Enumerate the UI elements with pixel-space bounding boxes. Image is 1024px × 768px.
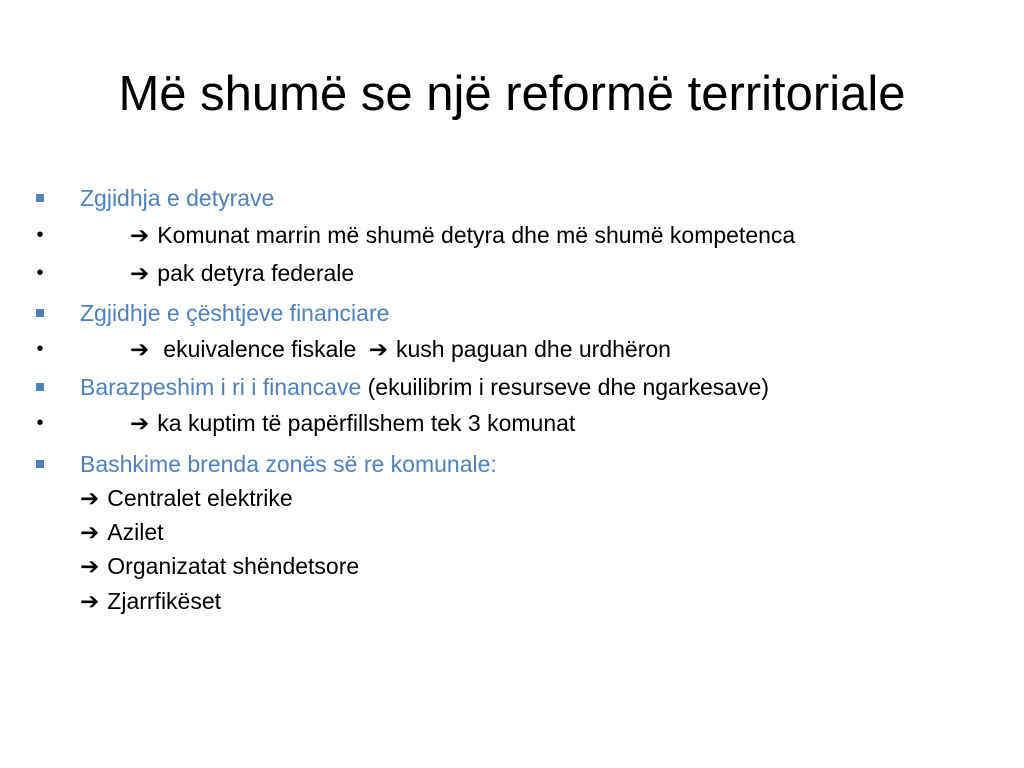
square-bullet-icon xyxy=(30,182,50,214)
arrow-right-icon: ➔ xyxy=(80,588,100,614)
heading-text: Bashkime brenda zonës së re komunale: xyxy=(80,451,497,477)
item-text: ekuivalence fiskale xyxy=(163,336,357,362)
heading-text: Zgjidhja e detyrave xyxy=(80,185,275,211)
slide-title: Më shumë se një reformë territoriale xyxy=(118,67,906,121)
dot-bullet-icon: • xyxy=(36,224,44,246)
heading-text: Zgjidhje e çështjeve financiare xyxy=(80,300,390,326)
item-text: (ekuilibrim i resurseve dhe ngarkesave) xyxy=(361,374,770,400)
arrow-right-icon: ➔ xyxy=(130,410,150,436)
arrow-right-icon: ➔ xyxy=(80,519,100,545)
arrow-right-icon: ➔ xyxy=(130,260,150,286)
item-text: ka kuptim të papërfillshem tek 3 komunat xyxy=(157,410,576,436)
square-bullet-icon xyxy=(30,297,50,329)
arrow-right-icon: ➔ xyxy=(130,336,150,362)
arrow-right-icon: ➔ xyxy=(80,553,100,579)
item-text: pak detyra federale xyxy=(157,260,355,286)
dot-bullet-icon: • xyxy=(36,262,44,284)
dot-bullet-icon: • xyxy=(36,412,44,434)
item-text: Zjarrfikëset xyxy=(107,588,222,614)
item-text: kush paguan dhe urdhëron xyxy=(396,336,671,362)
item-text: Centralet elektrike xyxy=(107,485,293,511)
arrow-right-icon: ➔ xyxy=(80,485,100,511)
dot-bullet-icon: • xyxy=(36,338,44,360)
item-text: Organizatat shëndetsore xyxy=(107,553,360,579)
heading-text: Barazpeshim i ri i financave xyxy=(80,374,362,400)
item-text: Azilet xyxy=(107,519,164,545)
square-bullet-icon xyxy=(30,371,50,403)
arrow-right-icon: ➔ xyxy=(130,222,150,248)
item-text: Komunat marrin më shumë detyra dhe më shumë kompetenca xyxy=(157,222,796,248)
square-bullet-icon xyxy=(30,448,50,480)
arrow-right-icon: ➔ xyxy=(368,336,389,362)
